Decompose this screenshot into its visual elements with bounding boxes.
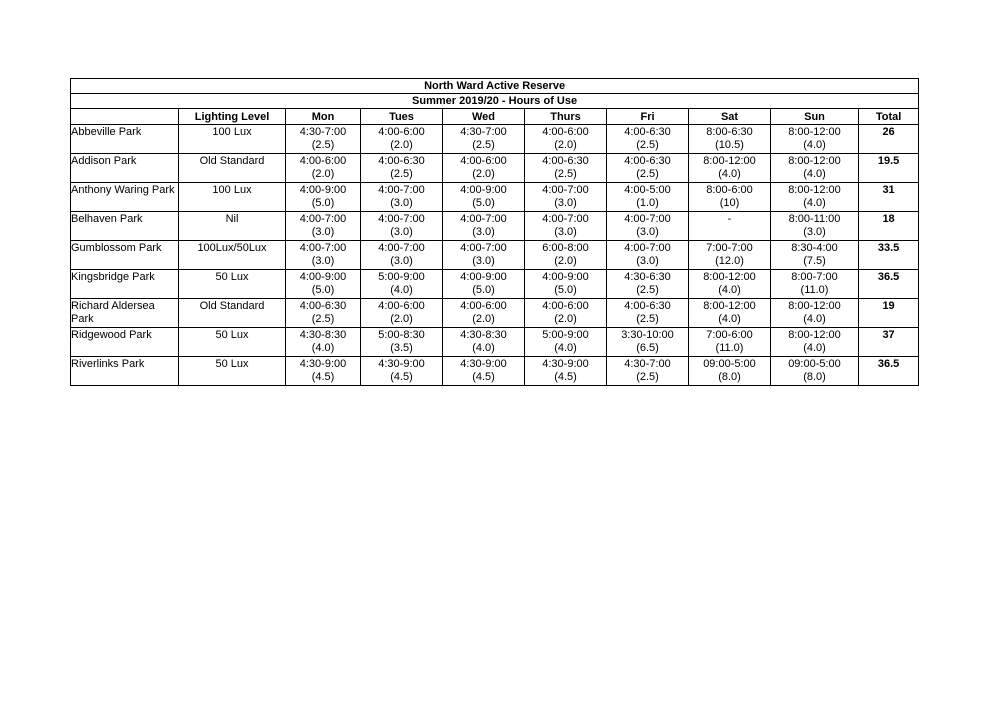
day-hours-cell: [607, 212, 689, 241]
park-name-cell: Gumblossom Park: [71, 241, 179, 270]
day-hours-cell: [771, 183, 859, 212]
time-range: 4:30-9:00: [299, 358, 347, 370]
time-range: 4:00-7:00: [460, 242, 507, 254]
duration-hours: (2.5): [636, 168, 659, 180]
time-range: 4:00-6:30: [299, 300, 347, 312]
duration-hours: (3.0): [390, 255, 413, 267]
duration-hours: (2.0): [390, 139, 413, 151]
day-hours-cell: [607, 357, 689, 386]
day-hours-cell: [689, 241, 771, 270]
duration-hours: (4.0): [554, 342, 577, 354]
total-hours-cell: 18: [859, 212, 919, 241]
table-row: [71, 299, 919, 328]
duration-hours: (7.5): [803, 255, 826, 267]
day-hours-cell: [361, 357, 443, 386]
day-hours-cell: [525, 125, 607, 154]
day-hours-cell: [689, 299, 771, 328]
day-hours-cell: [689, 125, 771, 154]
time-range: 4:00-6:30: [542, 155, 589, 167]
park-name-cell: Anthony Waring Park: [71, 183, 179, 212]
time-range: 4:00-6:00: [542, 126, 589, 138]
time-range: 4:00-7:00: [460, 213, 507, 225]
duration-hours: (3.0): [472, 255, 495, 267]
lighting-level-cell: Nil: [179, 212, 286, 241]
day-hours-cell: [361, 270, 443, 299]
day-hours-cell: [286, 154, 361, 183]
day-hours-cell: [443, 270, 525, 299]
day-hours-cell: [607, 270, 689, 299]
time-range: 09:00-5:00: [788, 358, 841, 370]
duration-hours: (4.0): [718, 168, 741, 180]
day-hours-cell: [443, 154, 525, 183]
duration-hours: (3.0): [390, 226, 413, 238]
time-range: 5:00-9:00: [542, 329, 589, 341]
day-hours-cell: [771, 212, 859, 241]
time-range: 8:00-7:00: [791, 271, 838, 283]
day-hours-cell: [443, 241, 525, 270]
day-hours-cell: [771, 357, 859, 386]
time-range: 4:30-7:00: [299, 126, 347, 138]
day-hours-cell: [771, 241, 859, 270]
table-subtitle: Summer 2019/20 - Hours of Use: [71, 94, 919, 109]
duration-hours: (4.0): [803, 197, 826, 209]
park-name-cell: Abbeville Park: [71, 125, 179, 154]
day-hours-cell: [525, 212, 607, 241]
day-hours-cell: [607, 299, 689, 328]
day-hours-cell: [771, 328, 859, 357]
duration-hours: (2.5): [636, 371, 659, 383]
day-hours-cell: [689, 183, 771, 212]
day-hours-cell: [443, 328, 525, 357]
lighting-level-cell: 50 Lux: [179, 357, 286, 386]
day-hours-cell: [689, 357, 771, 386]
park-name-cell: Ridgewood Park: [71, 328, 179, 357]
duration-hours: (4.0): [803, 168, 826, 180]
duration-hours: (5.0): [472, 284, 495, 296]
duration-hours: (2.5): [636, 284, 659, 296]
total-hours-cell: 19.5: [859, 154, 919, 183]
day-hours-cell: [525, 183, 607, 212]
day-hours-cell: [361, 299, 443, 328]
park-name-cell: Kingsbridge Park: [71, 270, 179, 299]
time-range: 4:00-5:00: [624, 184, 671, 196]
day-hours-cell: [361, 241, 443, 270]
day-hours-cell: [361, 154, 443, 183]
lighting-level-cell: 50 Lux: [179, 328, 286, 357]
duration-hours: (3.0): [390, 197, 413, 209]
lighting-level-cell: Old Standard: [179, 154, 286, 183]
time-range: 4:00-9:00: [542, 271, 589, 283]
day-hours-cell: [286, 270, 361, 299]
day-hours-cell: [443, 125, 525, 154]
day-hours-cell: [771, 299, 859, 328]
duration-hours: (2.0): [554, 139, 577, 151]
duration-hours: (4.0): [311, 342, 335, 354]
day-hours-cell: [443, 357, 525, 386]
column-header-mon: Mon: [286, 109, 361, 125]
duration-hours: (8.0): [803, 371, 826, 383]
lighting-level-cell: 100 Lux: [179, 183, 286, 212]
time-range: 8:00-12:00: [788, 329, 841, 341]
duration-hours: (4.0): [803, 139, 826, 151]
day-hours-cell: [525, 154, 607, 183]
time-range: 4:00-6:00: [378, 126, 425, 138]
day-hours-cell: [525, 299, 607, 328]
total-hours-cell: 31: [859, 183, 919, 212]
duration-hours: (4.0): [472, 342, 495, 354]
total-hours-cell: 19: [859, 299, 919, 328]
table-row: [71, 212, 919, 241]
day-hours-cell: [286, 299, 361, 328]
time-range: 5:00-8:30: [378, 329, 425, 341]
column-header-park: [71, 109, 179, 125]
duration-hours: (11.0): [715, 342, 744, 354]
day-hours-cell: [607, 125, 689, 154]
day-hours-cell: [607, 241, 689, 270]
time-range: 5:00-9:00: [378, 271, 425, 283]
day-hours-cell: [689, 212, 771, 241]
duration-hours: (2.5): [636, 313, 659, 325]
duration-hours: (10): [719, 197, 740, 209]
lighting-level-cell: Old Standard: [179, 299, 286, 328]
column-header-total: Total: [859, 109, 919, 125]
duration-hours: (3.0): [554, 197, 577, 209]
day-hours-cell: [525, 357, 607, 386]
time-range: 4:00-7:00: [624, 213, 671, 225]
time-range: 7:00-6:00: [706, 329, 753, 341]
hours-of-use-table: [70, 78, 919, 386]
table-row: [71, 241, 919, 270]
time-range: 4:30-7:00: [624, 358, 671, 370]
time-range: 4:00-7:00: [624, 242, 671, 254]
duration-hours: (1.0): [636, 197, 659, 209]
park-name-cell: Riverlinks Park: [71, 357, 179, 386]
table-row: [71, 183, 919, 212]
time-range: 4:00-6:30: [624, 126, 671, 138]
duration-hours: (3.0): [311, 226, 335, 238]
table-row: [71, 270, 919, 299]
day-hours-cell: [607, 328, 689, 357]
day-hours-cell: [361, 328, 443, 357]
time-range: 8:00-12:00: [703, 271, 756, 283]
column-header-lighting-level: Lighting Level: [179, 109, 286, 125]
time-range: 4:30-9:00: [378, 358, 425, 370]
time-range: 4:30-8:30: [299, 329, 347, 341]
duration-hours: (4.0): [718, 284, 741, 296]
duration-hours: (4.0): [803, 342, 826, 354]
duration-hours: (2.0): [554, 255, 577, 267]
time-range: 4:00-6:00: [542, 300, 589, 312]
duration-hours: (4.5): [311, 371, 335, 383]
day-hours-cell: [525, 241, 607, 270]
time-range: 4:00-6:00: [460, 155, 507, 167]
table-row: [71, 328, 919, 357]
time-range: 4:00-6:00: [378, 300, 425, 312]
duration-hours: (2.5): [390, 168, 413, 180]
duration-hours: (2.0): [390, 313, 413, 325]
time-range: 4:00-6:00: [460, 300, 507, 312]
table-body: [71, 125, 919, 386]
park-name-cell: Addison Park: [71, 154, 179, 183]
time-range: -: [727, 213, 732, 225]
duration-hours: (2.0): [554, 313, 577, 325]
duration-hours: (5.0): [311, 284, 335, 296]
time-range: 4:00-6:30: [378, 155, 425, 167]
duration-hours: (2.5): [311, 139, 335, 151]
duration-hours: (3.0): [311, 255, 335, 267]
column-header-thurs: Thurs: [525, 109, 607, 125]
duration-hours: (2.0): [472, 313, 495, 325]
duration-hours: (11.0): [800, 284, 829, 296]
time-range: 8:00-12:00: [788, 184, 841, 196]
duration-hours: (2.5): [636, 139, 659, 151]
time-range: 4:00-7:00: [378, 213, 425, 225]
time-range: 4:00-7:00: [299, 213, 347, 225]
time-range: 09:00-5:00: [703, 358, 756, 370]
lighting-level-cell: 100Lux/50Lux: [179, 241, 286, 270]
duration-hours: (3.0): [803, 226, 826, 238]
table-title-row: [71, 79, 919, 94]
time-range: 4:00-6:30: [624, 155, 671, 167]
day-hours-cell: [689, 270, 771, 299]
table-row: [71, 154, 919, 183]
total-hours-cell: 33.5: [859, 241, 919, 270]
time-range: 8:00-11:00: [788, 213, 841, 225]
duration-hours: (4.0): [803, 313, 826, 325]
duration-hours: (2.5): [554, 168, 577, 180]
time-range: 3:30-10:00: [621, 329, 674, 341]
park-name-cell: Belhaven Park: [71, 212, 179, 241]
lighting-level-cell: 50 Lux: [179, 270, 286, 299]
lighting-level-cell: 100 Lux: [179, 125, 286, 154]
time-range: 4:30-7:00: [460, 126, 507, 138]
time-range: 8:30-4:00: [791, 242, 838, 254]
column-header-sat: Sat: [689, 109, 771, 125]
time-range: 4:00-9:00: [299, 271, 347, 283]
table-subtitle-row: [71, 94, 919, 109]
time-range: 8:00-12:00: [788, 300, 841, 312]
time-range: 4:00-6:30: [624, 300, 671, 312]
column-header-wed: Wed: [443, 109, 525, 125]
day-hours-cell: [361, 183, 443, 212]
day-hours-cell: [607, 183, 689, 212]
duration-hours: (2.5): [311, 313, 335, 325]
duration-hours: (5.0): [472, 197, 495, 209]
time-range: 7:00-7:00: [706, 242, 753, 254]
column-header-row: [71, 109, 919, 125]
duration-hours: (6.5): [636, 342, 659, 354]
time-range: 8:00-12:00: [788, 155, 841, 167]
day-hours-cell: [525, 328, 607, 357]
time-range: 4:00-7:00: [378, 242, 425, 254]
day-hours-cell: [361, 212, 443, 241]
time-range: 4:00-9:00: [299, 184, 347, 196]
duration-hours: (4.0): [390, 284, 413, 296]
column-header-tues: Tues: [361, 109, 443, 125]
time-range: 4:00-7:00: [542, 184, 589, 196]
time-range: 4:00-7:00: [299, 242, 347, 254]
duration-hours: (4.0): [718, 313, 741, 325]
time-range: 8:00-12:00: [703, 300, 756, 312]
time-range: 6:00-8:00: [542, 242, 589, 254]
duration-hours: (3.0): [636, 255, 659, 267]
day-hours-cell: [607, 154, 689, 183]
duration-hours: (2.0): [311, 168, 335, 180]
time-range: 4:30-9:00: [542, 358, 589, 370]
table-row: [71, 125, 919, 154]
table-row: [71, 357, 919, 386]
park-name-cell: Richard Aldersea Park: [71, 299, 179, 328]
time-range: 4:00-9:00: [460, 271, 507, 283]
time-range: 8:00-12:00: [788, 126, 841, 138]
day-hours-cell: [771, 270, 859, 299]
time-range: 4:00-7:00: [378, 184, 425, 196]
time-range: 8:00-12:00: [703, 155, 756, 167]
time-range: 4:00-9:00: [460, 184, 507, 196]
duration-hours: (3.5): [390, 342, 413, 354]
day-hours-cell: [443, 212, 525, 241]
duration-hours: (5.0): [554, 284, 577, 296]
duration-hours: (2.0): [472, 168, 495, 180]
duration-hours: (3.0): [472, 226, 495, 238]
duration-hours: (5.0): [311, 197, 335, 209]
duration-hours: (4.5): [554, 371, 577, 383]
total-hours-cell: 26: [859, 125, 919, 154]
duration-hours: (4.5): [390, 371, 413, 383]
time-range: 4:00-6:00: [299, 155, 347, 167]
day-hours-cell: [361, 125, 443, 154]
duration-hours: (3.0): [554, 226, 577, 238]
day-hours-cell: [286, 212, 361, 241]
time-range: 4:30-9:00: [460, 358, 507, 370]
day-hours-cell: [286, 241, 361, 270]
day-hours-cell: [286, 125, 361, 154]
duration-hours: (3.0): [636, 226, 659, 238]
day-hours-cell: [525, 270, 607, 299]
day-hours-cell: [286, 183, 361, 212]
day-hours-cell: [443, 299, 525, 328]
time-range: 4:30-6:30: [624, 271, 671, 283]
duration-hours: (8.0): [718, 371, 741, 383]
duration-hours: (10.5): [715, 139, 744, 151]
duration-hours: (4.5): [472, 371, 495, 383]
duration-hours: (12.0): [715, 255, 744, 267]
total-hours-cell: 36.5: [859, 270, 919, 299]
day-hours-cell: [771, 154, 859, 183]
day-hours-cell: [771, 125, 859, 154]
time-range: 4:00-7:00: [542, 213, 589, 225]
column-header-fri: Fri: [607, 109, 689, 125]
total-hours-cell: 37: [859, 328, 919, 357]
total-hours-cell: 36.5: [859, 357, 919, 386]
day-hours-cell: [443, 183, 525, 212]
column-header-sun: Sun: [771, 109, 859, 125]
table-title: North Ward Active Reserve: [71, 79, 919, 94]
duration-hours: (2.5): [472, 139, 495, 151]
time-range: 4:30-8:30: [460, 329, 507, 341]
day-hours-cell: [689, 328, 771, 357]
day-hours-cell: [286, 357, 361, 386]
day-hours-cell: [689, 154, 771, 183]
time-range: 8:00-6:30: [706, 126, 753, 138]
time-range: 8:00-6:00: [706, 184, 753, 196]
day-hours-cell: [286, 328, 361, 357]
